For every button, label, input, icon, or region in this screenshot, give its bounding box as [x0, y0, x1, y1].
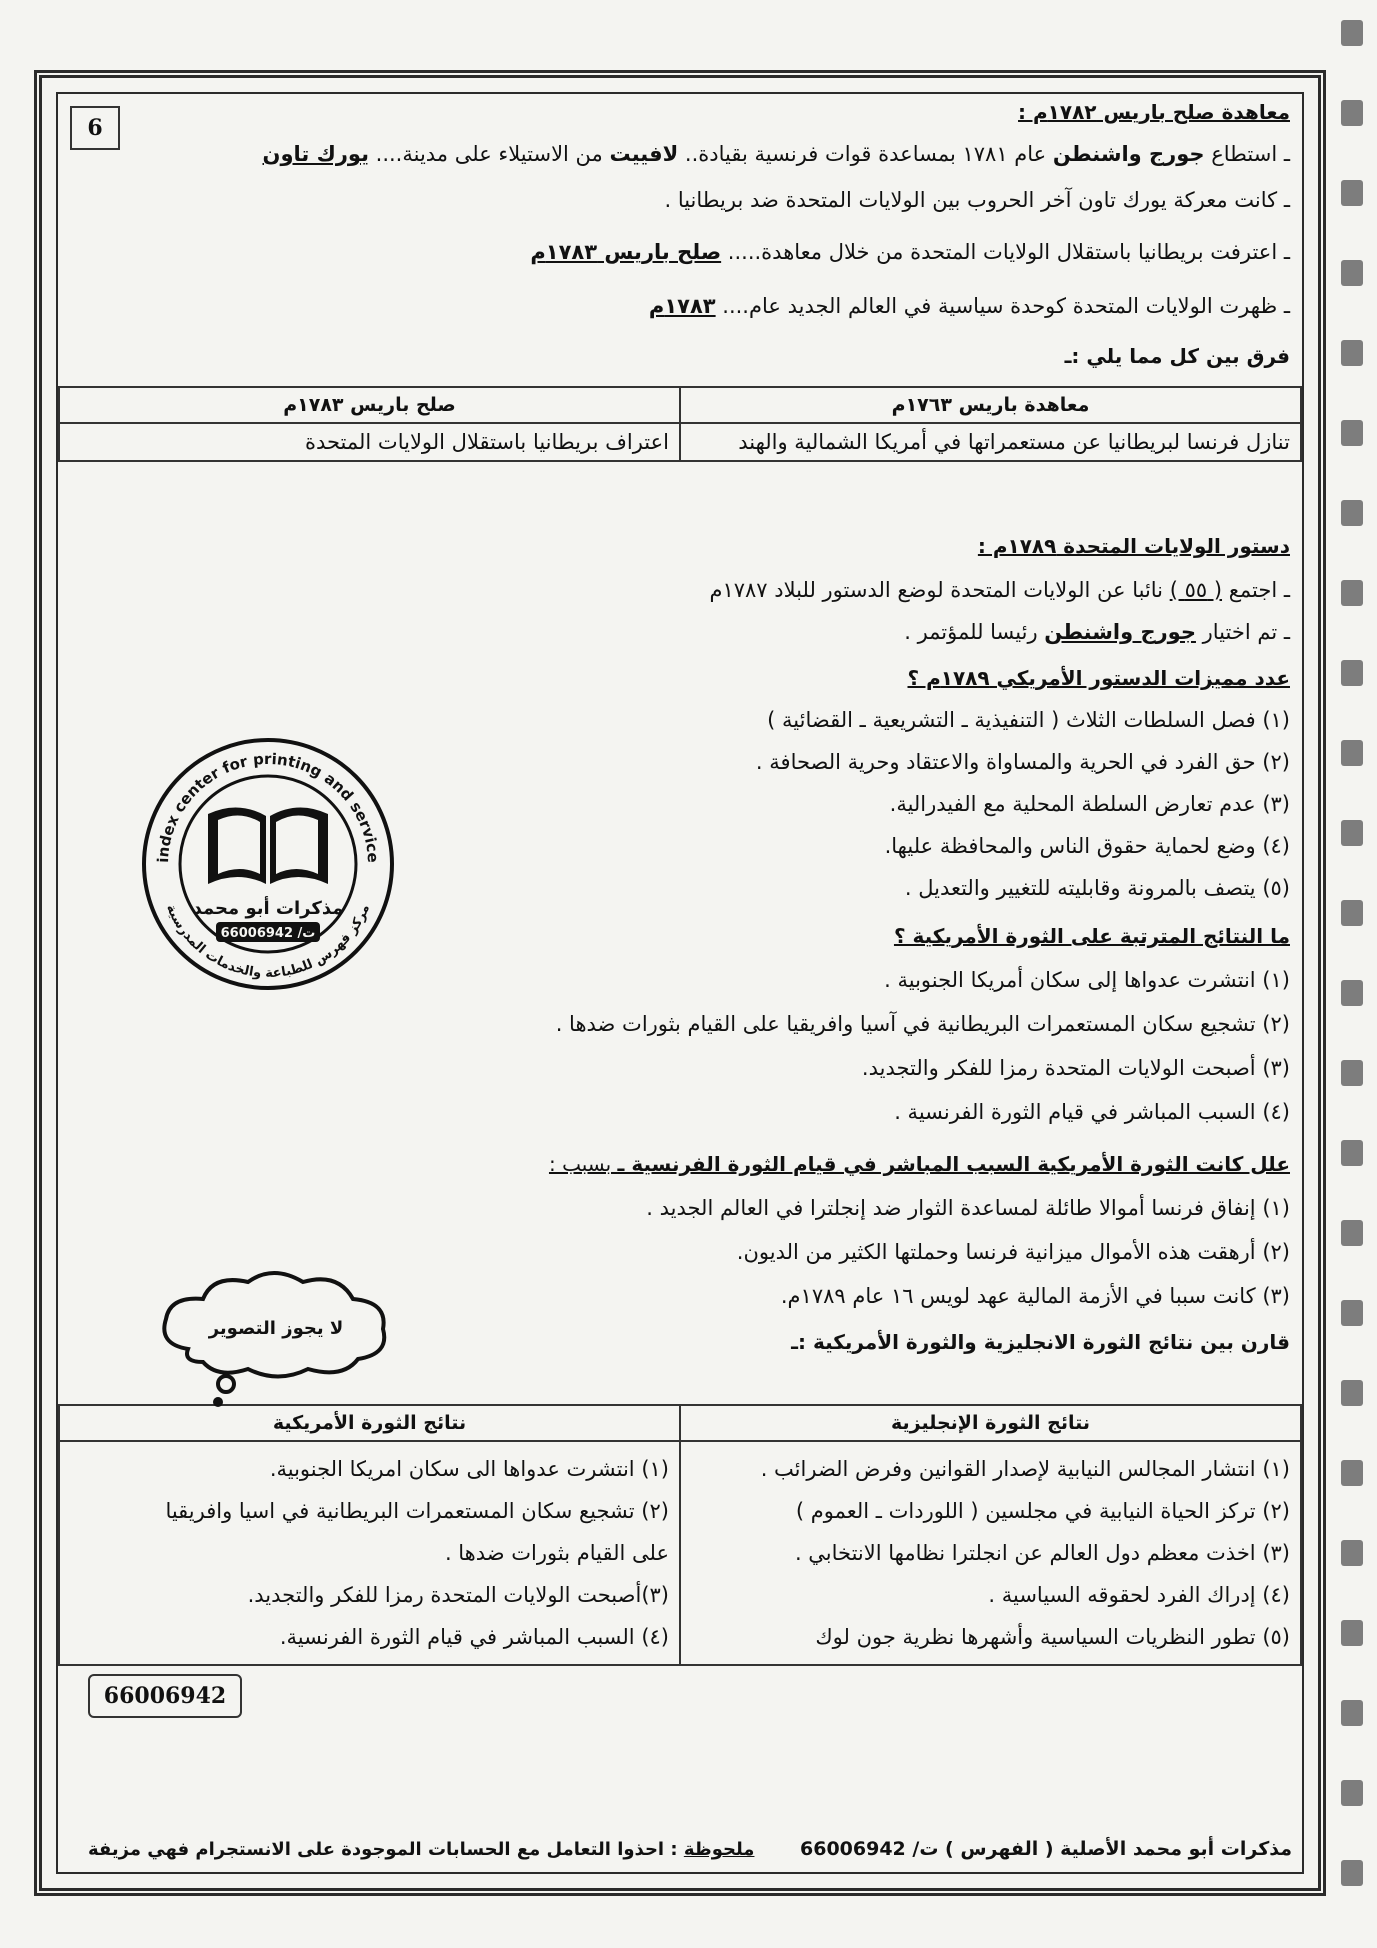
book-icon	[208, 807, 328, 884]
stamp-bottom-text: مركز فهرس للطباعة والخدمات المدرسية	[162, 902, 374, 982]
american-result-item: (٣)أصبحت الولايات المتحدة رمزا للفكر والتجديد.	[247, 1583, 669, 1607]
american-result-item: (١) انتشرت عدواها الى سكان امريكا الجنوبية.	[269, 1457, 669, 1481]
page-frame	[34, 70, 1326, 1896]
compare-table	[58, 1404, 1302, 1666]
line-constitution-2: ـ تم اختيار جورج واشنطن رئيسا للمؤتمر .	[904, 620, 1290, 644]
compare-cell-english	[680, 1441, 1301, 1665]
feature-item: (١) فصل السلطات الثلاث ( التنفيذية ـ التشريعية ـ القضائية )	[767, 708, 1290, 732]
heading-revolution-results: ما النتائج المترتبة على الثورة الأمريكية ؟	[893, 924, 1290, 948]
line-paris-3: ـ اعترفت بريطانيا باستقلال الولايات المتحدة من خلال معاهدة..... صلح باريس ١٧٨٣م	[530, 240, 1290, 264]
diff-cell-1763: تنازل فرنسا لبريطانيا عن مستعمراتها في أمريكا الشمالية والهند	[680, 423, 1301, 461]
page-inner-border	[56, 92, 1304, 1874]
reason-item: (١) إنفاق فرنسا أموالا طائلة لمساعدة الثوار ضد إنجلترا في العالم الجديد .	[646, 1196, 1290, 1220]
heading-constitution-features: عدد مميزات الدستور الأمريكي ١٧٨٩م ؟	[907, 666, 1290, 690]
english-result-item: (٢) تركز الحياة النيابية في مجلسين ( اللوردات ـ العموم )	[795, 1499, 1290, 1523]
line-constitution-1: ـ اجتمع ( ٥٥ ) نائبا عن الولايات المتحدة لوضع الدستور للبلاد ١٧٨٧م	[709, 578, 1290, 602]
feature-item: (٥) يتصف بالمرونة وقابليته للتغيير والتعديل .	[904, 876, 1290, 900]
heading-paris-treaty: معاهدة صلح باريس ١٧٨٢م :	[1018, 100, 1290, 124]
diff-header-1783: صلح باريس ١٧٨٣م	[59, 387, 680, 423]
feature-item: (٤) وضع لحماية حقوق الناس والمحافظة عليها.	[884, 834, 1290, 858]
heading-constitution: دستور الولايات المتحدة ١٧٨٩م :	[977, 534, 1290, 558]
line-paris-1: ـ استطاع جورج واشنطن عام ١٧٨١ بمساعدة قوات فرنسية بقيادة.. لافييت من الاستيلاء على مدينة.... يورك تاون	[262, 142, 1290, 166]
english-result-item: (٥) تطور النظريات السياسية وأشهرها نظرية جون لوك	[815, 1625, 1290, 1649]
stamp-phone: ت/ 66006942	[220, 926, 316, 941]
compare-cell-american	[59, 1441, 680, 1665]
american-result-item: (٢) تشجيع سكان المستعمرات البريطانية في اسيا وافريقيا	[165, 1499, 669, 1523]
result-item: (٣) أصبحت الولايات المتحدة رمزا للفكر والتجديد.	[861, 1056, 1290, 1080]
feature-item: (٣) عدم تعارض السلطة المحلية مع الفيدرالية.	[889, 792, 1290, 816]
american-result-item: (٤) السبب المباشر في قيام الثورة الفرنسية.	[279, 1625, 669, 1649]
result-item: (٢) تشجيع سكان المستعمرات البريطانية في آسيا وافريقيا على القيام بثورات ضدها .	[555, 1012, 1290, 1036]
cloud-text: لا يجوز التصوير	[208, 1318, 344, 1339]
result-item: (١) انتشرت عدواها إلى سكان أمريكا الجنوبية .	[884, 968, 1290, 992]
feature-item: (٢) حق الفرد في الحرية والمساواة والاعتقاد وحرية الصحافة .	[755, 750, 1290, 774]
footer-publisher: مذكرات أبو محمد الأصلية ( الفهرس ) ت/ 66006942	[800, 1838, 1292, 1860]
compare-header-english: نتائج الثورة الإنجليزية	[680, 1405, 1301, 1441]
spiral-binding	[1341, 20, 1369, 1920]
result-item: (٤) السبب المباشر في قيام الثورة الفرنسية .	[894, 1100, 1290, 1124]
reason-item: (٢) أرهقت هذه الأموال ميزانية فرنسا وحملتها الكثير من الديون.	[736, 1240, 1290, 1264]
line-paris-2: ـ كانت معركة يورك تاون آخر الحروب بين الولايات المتحدة ضد بريطانيا .	[664, 188, 1290, 212]
diff-table	[58, 386, 1302, 462]
stamp-outer-text: index center for printing and service	[153, 749, 383, 864]
footer-note: ملحوظة : احذوا التعامل مع الحسابات الموجودة على الانستجرام فهي مزيفة	[88, 1839, 755, 1860]
heading-compare: قارن بين نتائج الثورة الانجليزية والثورة الأمريكية :ـ	[791, 1330, 1290, 1354]
phone-number-box: 66006942	[88, 1674, 242, 1718]
publisher-stamp	[138, 734, 398, 994]
reason-item: (٣) كانت سببا في الأزمة المالية عهد لويس ١٦ عام ١٧٨٩م.	[780, 1284, 1290, 1308]
no-copy-cloud	[148, 1254, 398, 1414]
english-result-item: (١) انتشار المجالس النيابية لإصدار القوانين وفرض الضرائب .	[760, 1457, 1290, 1481]
heading-differentiate: فرق بين كل مما يلي :ـ	[1064, 344, 1290, 368]
heading-explain: علل كانت الثورة الأمريكية السبب المباشر في قيام الثورة الفرنسية ـ بسبب :	[548, 1152, 1290, 1176]
page-number: 6	[70, 106, 120, 150]
american-result-item: على القيام بثورات ضدها .	[444, 1541, 669, 1565]
stamp-name: مذكرات أبو محمد	[192, 898, 344, 919]
diff-cell-1783: اعتراف بريطانيا باستقلال الولايات المتحدة	[59, 423, 680, 461]
compare-header-american: نتائج الثورة الأمريكية	[59, 1405, 680, 1441]
line-paris-4: ـ ظهرت الولايات المتحدة كوحدة سياسية في العالم الجديد عام.... ١٧٨٣م	[648, 294, 1290, 318]
diff-header-1763: معاهدة باريس ١٧٦٣م	[680, 387, 1301, 423]
english-result-item: (٣) اخذت معظم دول العالم عن انجلترا نظامها الانتخابي .	[794, 1541, 1290, 1565]
english-result-item: (٤) إدراك الفرد لحقوقه السياسية .	[988, 1583, 1290, 1607]
